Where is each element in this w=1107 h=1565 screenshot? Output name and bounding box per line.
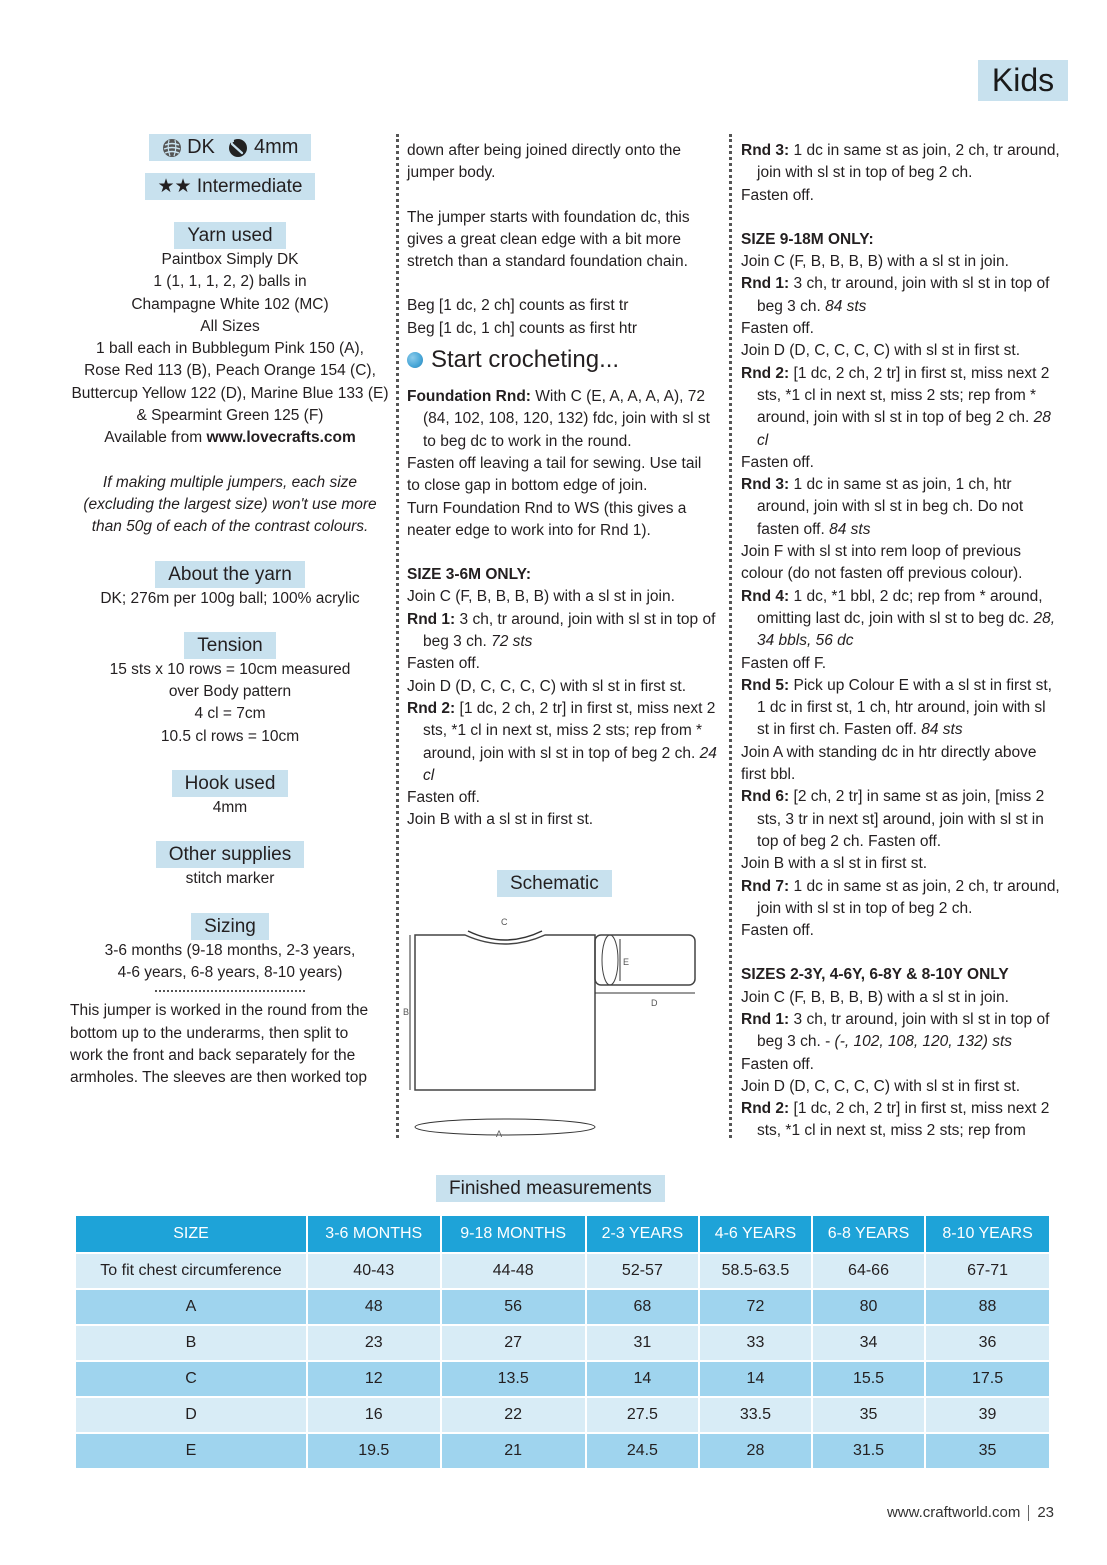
- round-label: Rnd 1:: [407, 610, 456, 628]
- round-label: Rnd 1:: [741, 1010, 790, 1028]
- note-line: If making multiple jumpers, each size: [102, 473, 358, 491]
- tension-line: 4 cl = 7cm: [194, 705, 266, 723]
- stitch-count: (-, 102, 108, 120, 132) sts: [834, 1033, 1013, 1051]
- round: [741, 876, 1061, 921]
- sizing-line: 4-6 years, 6-8 years, 8-10 years): [117, 963, 343, 981]
- table-cell: A: [76, 1290, 306, 1324]
- round: [741, 586, 1061, 653]
- table-cell: 17.5: [926, 1362, 1049, 1396]
- table-cell: 64-66: [813, 1254, 924, 1288]
- round-label: Rnd 2:: [741, 1100, 790, 1118]
- table-cell: 27: [442, 1326, 585, 1360]
- table-cell: 58.5-63.5: [700, 1254, 811, 1288]
- table-cell: 72: [700, 1290, 811, 1324]
- text-line: jumper body.: [407, 164, 496, 182]
- table-cell: 13.5: [442, 1362, 585, 1396]
- yarn-weight-hook-badge: [149, 134, 312, 161]
- stitch-count: 24 cl: [423, 744, 717, 784]
- section-tag: Kids: [978, 60, 1068, 101]
- table-cell: 15.5: [813, 1362, 924, 1396]
- intro-line: bottom up to the underarms, then split to: [70, 1024, 349, 1042]
- round: [407, 609, 717, 654]
- text-line: Beg [1 dc, 1 ch] counts as first htr: [407, 319, 638, 337]
- table-row: [76, 1398, 1049, 1432]
- round-label: Rnd 2:: [741, 364, 790, 382]
- tension-line: 15 sts x 10 rows = 10cm measured: [109, 660, 351, 678]
- text-line: Fasten off F.: [741, 654, 827, 672]
- column-divider: [729, 134, 732, 1138]
- table-row: [76, 1290, 1049, 1324]
- round-text: Pick up Colour E with a sl st in first st, 1 dc in first st, 1 ch, htr around, join with sl st in first ch. Fasten off.: [757, 676, 1052, 739]
- size-heading: SIZES 2-3Y, 4-6Y, 6-8Y & 8-10Y ONLY: [741, 966, 1009, 984]
- text-line: Join C (F, B, B, B, B) with a sl st in join.: [741, 988, 1009, 1006]
- lovecrafts-link[interactable]: www.lovecrafts.com: [206, 429, 356, 447]
- yarn-line: Rose Red 113 (B), Peach Orange 154 (C),: [84, 362, 376, 380]
- table-cell: 80: [813, 1290, 924, 1324]
- intro-line: work the front and back separately for the: [70, 1046, 356, 1064]
- label-c: C: [501, 917, 508, 927]
- stitch-count: 72 sts: [491, 633, 533, 651]
- table-cell: 31.5: [813, 1434, 924, 1468]
- start-heading-text: Start crocheting...: [431, 346, 620, 374]
- about-yarn-title: About the yarn: [155, 561, 305, 588]
- round-text: [2 ch, 2 tr] in same st as join, [miss 2 sts, 3 tr in next st] around, join with sl st in top of beg 2 ch. Fasten off.: [757, 788, 1045, 850]
- about-yarn-text: DK; 276m per 100g ball; 100% acrylic: [100, 589, 360, 607]
- label-b: B: [403, 1007, 410, 1017]
- intro-line: This jumper is worked in the round from the: [70, 1002, 369, 1020]
- text-line: Fasten off.: [741, 453, 814, 471]
- hook-size: 4mm: [254, 136, 299, 158]
- text-line: first bbl.: [741, 766, 796, 784]
- table-cell: D: [76, 1398, 306, 1432]
- text-line: Fasten off.: [407, 655, 480, 673]
- yarn-line: All Sizes: [200, 317, 260, 335]
- other-supplies-text: stitch marker: [185, 870, 275, 888]
- round-text: 3 ch, tr around, join with sl st in top of beg 3 ch.: [757, 275, 1050, 315]
- table-cell: 44-48: [442, 1254, 585, 1288]
- table-cell: 34: [813, 1326, 924, 1360]
- sizing-title: Sizing: [191, 913, 269, 940]
- text-line: Join D (D, C, C, C, C) with sl st in first st.: [741, 1077, 1021, 1095]
- table-cell: 12: [308, 1362, 440, 1396]
- size-heading: SIZE 3-6M ONLY:: [407, 566, 532, 584]
- round-text: [1 dc, 2 ch, 2 tr] in first st, miss next 2 sts, *1 cl in next st, miss 2 sts; rep from * around, join with sl st in top of beg 2 ch.: [757, 364, 1050, 427]
- size-heading: SIZE 9-18M ONLY:: [741, 230, 874, 248]
- hook-used-text: 4mm: [212, 799, 248, 817]
- text-line: Fasten off.: [741, 922, 814, 940]
- measurements-table: [74, 1214, 1051, 1470]
- table-row: [76, 1434, 1049, 1468]
- column-header: 2-3 YEARS: [587, 1216, 698, 1252]
- label-e: E: [623, 957, 630, 967]
- column-header: 8-10 YEARS: [926, 1216, 1049, 1252]
- round: [741, 1098, 1061, 1143]
- stitch-count: 84 sts: [829, 520, 871, 538]
- text-line: Turn Foundation Rnd to WS (this gives a: [407, 499, 687, 517]
- table-cell: 35: [926, 1434, 1049, 1468]
- stitch-count: 28, 34 bbls, 56 dc: [757, 609, 1056, 650]
- text-line: colour (do not fasten off previous colour).: [741, 565, 1023, 583]
- table-cell: 68: [587, 1290, 698, 1324]
- yarn-line: Paintbox Simply DK: [161, 251, 299, 268]
- text-line: The jumper starts with foundation dc, this: [407, 208, 690, 226]
- page-number: 23: [1037, 1504, 1054, 1521]
- hook-used-title: Hook used: [172, 770, 289, 797]
- table-cell: C: [76, 1362, 306, 1396]
- text-line: Fasten off.: [741, 320, 814, 338]
- round: [741, 363, 1061, 452]
- text-line: Fasten off.: [407, 789, 480, 807]
- column-header: SIZE: [76, 1216, 306, 1252]
- table-cell: 31: [587, 1326, 698, 1360]
- text-line: Join C (F, B, B, B, B) with a sl st in join.: [407, 588, 675, 606]
- text-line: Join D (D, C, C, C, C) with sl st in first st.: [741, 342, 1021, 360]
- round: [741, 786, 1061, 853]
- yarn-line: Champagne White 102 (MC): [131, 295, 329, 313]
- round-label: Rnd 3:: [741, 142, 790, 159]
- round: [741, 273, 1061, 318]
- dotted-divider: [155, 990, 305, 992]
- foundation-round: [407, 386, 717, 453]
- round-label: Rnd 7:: [741, 877, 790, 895]
- yarn-line: 1 (1, 1, 1, 2, 2) balls in: [153, 273, 307, 291]
- intro-paragraph: [70, 1000, 390, 1089]
- page-footer: [887, 1504, 1054, 1521]
- availability-prefix: Available from: [104, 429, 207, 447]
- round-label: Rnd 5:: [741, 676, 790, 694]
- text-line: Fasten off.: [741, 1055, 814, 1073]
- text-line: Join B with a sl st in first st.: [407, 811, 594, 829]
- yarn-ball-bullet-icon: [407, 352, 423, 368]
- table-cell: 39: [926, 1398, 1049, 1432]
- table-cell: 35: [813, 1398, 924, 1432]
- crochet-hook-icon: [228, 138, 248, 158]
- table-cell: 52-57: [587, 1254, 698, 1288]
- round: [741, 1009, 1061, 1054]
- other-supplies-title: Other supplies: [156, 841, 305, 868]
- text-line: Fasten off leaving a tail for sewing. Use tail: [407, 454, 702, 472]
- round-label: Foundation Rnd:: [407, 388, 531, 406]
- text-line: Join F with sl st into rem loop of previous: [741, 543, 1021, 561]
- column-header: 9-18 MONTHS: [442, 1216, 585, 1252]
- table-cell: B: [76, 1326, 306, 1360]
- round-text: 3 ch, tr around, join with sl st in top of beg 3 ch.: [423, 610, 716, 651]
- label-a: A: [496, 1129, 503, 1139]
- label-d: D: [651, 998, 658, 1008]
- table-row: [76, 1326, 1049, 1360]
- stitch-count: 84 sts: [825, 297, 867, 315]
- yarn-used-title: Yarn used: [174, 222, 285, 249]
- column-divider: [396, 134, 399, 1138]
- table-cell: E: [76, 1434, 306, 1468]
- note-line: (excluding the largest size) won't use more: [83, 495, 377, 513]
- text-line: neater edge to work into for Rnd 1).: [407, 521, 651, 539]
- difficulty-badge: [145, 173, 316, 200]
- difficulty-stars: ★★: [157, 176, 192, 197]
- table-cell: 28: [700, 1434, 811, 1468]
- round: [741, 474, 1061, 541]
- stitch-count: 84 sts: [921, 721, 963, 739]
- tension-line: over Body pattern: [168, 683, 292, 701]
- table-row: [76, 1254, 1049, 1288]
- table-cell: 14: [700, 1362, 811, 1396]
- availability: [70, 427, 390, 449]
- round-label: Rnd 4:: [741, 587, 790, 605]
- table-header-row: [76, 1216, 1049, 1252]
- text-line: Beg [1 dc, 2 ch] counts as first tr: [407, 297, 629, 315]
- round: [741, 140, 1061, 185]
- yarn-line: 1 ball each in Bubblegum Pink 150 (A),: [96, 340, 364, 358]
- round: [407, 698, 717, 787]
- yarn-weight: DK: [187, 136, 215, 158]
- round-text: 1 dc in same st as join, 1 ch, htr around, join with sl st in beg ch. Do not fasten off.: [757, 476, 1024, 538]
- yarn-line: Buttercup Yellow 122 (D), Marine Blue 133 (E): [71, 384, 389, 402]
- tension-title: Tension: [184, 632, 276, 659]
- tension-line: 10.5 cl rows = 10cm: [160, 727, 300, 745]
- round: [741, 675, 1061, 742]
- round-text: 1 dc in same st as join, 2 ch, tr around, join with sl st in top of beg 2 ch.: [757, 877, 1060, 917]
- finished-measurements-title: Finished measurements: [436, 1175, 665, 1202]
- round-label: Rnd 6:: [741, 788, 790, 806]
- text-line: to close gap in bottom edge of join.: [407, 477, 648, 495]
- column-header: 6-8 YEARS: [813, 1216, 924, 1252]
- round-text: [1 dc, 2 ch, 2 tr] in first st, miss next 2 sts, *1 cl in next st, miss 2 sts; rep from * around, join with sl st in top of beg 2 ch.: [423, 699, 716, 762]
- text-line: Join B with a sl st in first st.: [741, 855, 928, 873]
- table-cell: 56: [442, 1290, 585, 1324]
- pattern-column-2: [407, 140, 717, 832]
- table-cell: 24.5: [587, 1434, 698, 1468]
- round-label: Rnd 3:: [741, 476, 790, 494]
- yarn-ball-icon: [162, 138, 182, 158]
- note-line: than 50g of each of the contrast colours.: [91, 518, 369, 536]
- table-cell: To fit chest circumference: [76, 1254, 306, 1288]
- table-cell: 48: [308, 1290, 440, 1324]
- pattern-column-3: [741, 140, 1061, 1143]
- round-text: [1 dc, 2 ch, 2 tr] in first st, miss next 2 sts, *1 cl in next st, miss 2 sts; rep from: [757, 1100, 1050, 1140]
- table-cell: 19.5: [308, 1434, 440, 1468]
- column-header: 3-6 MONTHS: [308, 1216, 440, 1252]
- text-line: stretch than a standard foundation chain.: [407, 253, 688, 271]
- text-line: Join D (D, C, C, C, C) with sl st in first st.: [407, 677, 687, 695]
- round-label: Rnd 2:: [407, 699, 456, 717]
- table-row: [76, 1362, 1049, 1396]
- text-line: down after being joined directly onto the: [407, 142, 682, 159]
- footer-separator: [1028, 1505, 1029, 1521]
- table-cell: 40-43: [308, 1254, 440, 1288]
- round-label: Rnd 1:: [741, 275, 790, 293]
- column-header: 4-6 YEARS: [700, 1216, 811, 1252]
- round-text: 3 ch, tr around, join with sl st in top of beg 3 ch. -: [757, 1010, 1050, 1051]
- text-line: Join A with standing dc in htr directly above: [741, 743, 1037, 761]
- table-cell: 88: [926, 1290, 1049, 1324]
- table-cell: 67-71: [926, 1254, 1049, 1288]
- text-line: Join C (F, B, B, B, B) with a sl st in join.: [741, 253, 1009, 271]
- difficulty-level: Intermediate: [196, 176, 303, 197]
- round-text: 1 dc in same st as join, 2 ch, tr around, join with sl st in top of beg 2 ch.: [757, 142, 1060, 182]
- table-cell: 33: [700, 1326, 811, 1360]
- table-cell: 27.5: [587, 1398, 698, 1432]
- round-text: With C (E, A, A, A, A), 72 (84, 102, 108, 120, 132) fdc, join with sl st to beg dc to work in the round.: [423, 388, 710, 450]
- table-cell: 21: [442, 1434, 585, 1468]
- yarn-line: & Spearmint Green 125 (F): [136, 407, 324, 425]
- intro-line: armholes. The sleeves are then worked top: [70, 1069, 367, 1087]
- stitch-count: 28 cl: [757, 409, 1051, 449]
- table-cell: 33.5: [700, 1398, 811, 1432]
- table-cell: 14: [587, 1362, 698, 1396]
- round-text: 1 dc, *1 bbl, 2 dc; rep from * around, omitting last dc, join with sl st to beg dc.: [757, 587, 1043, 627]
- text-line: gives a great clean edge with a bit more: [407, 230, 681, 248]
- footer-site-link[interactable]: www.craftworld.com: [886, 1504, 1021, 1521]
- table-cell: 16: [308, 1398, 440, 1432]
- jumper-schematic: [405, 905, 725, 1145]
- text-line: Fasten off.: [741, 186, 814, 204]
- table-cell: 23: [308, 1326, 440, 1360]
- table-cell: 36: [926, 1326, 1049, 1360]
- start-crocheting-heading: [407, 344, 717, 376]
- schematic-title: Schematic: [497, 870, 612, 897]
- sizing-line: 3-6 months (9-18 months, 2-3 years,: [104, 941, 356, 959]
- pattern-info-column: [70, 134, 390, 1089]
- table-cell: 22: [442, 1398, 585, 1432]
